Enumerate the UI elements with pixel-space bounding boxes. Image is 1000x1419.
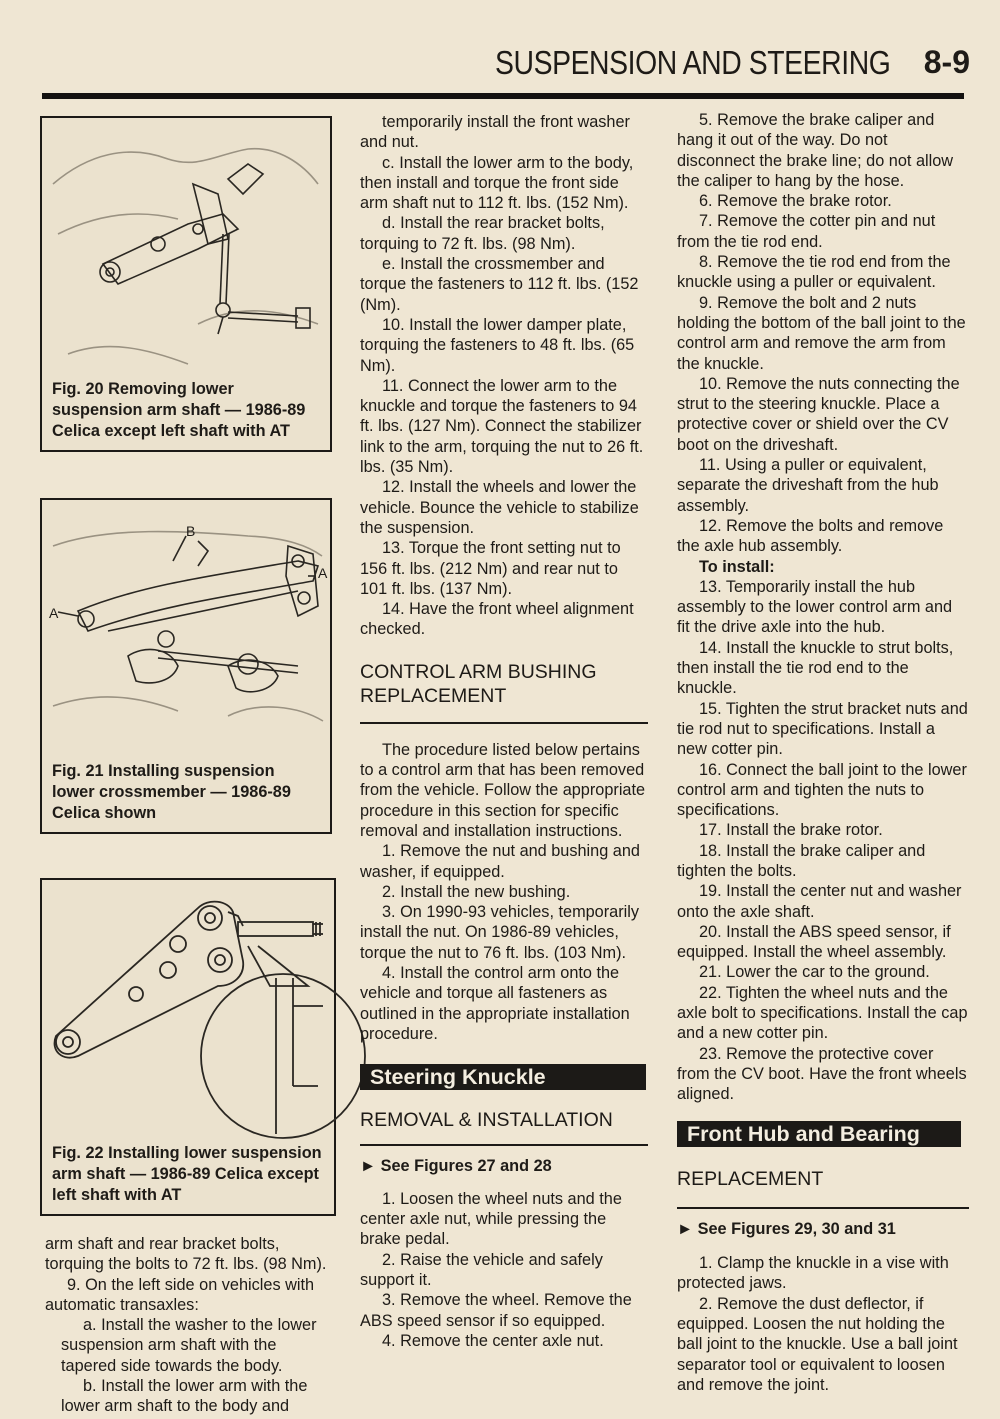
paragraph: 1. Loosen the wheel nuts and the center axle nut, while pressing the brake pedal.	[360, 1189, 622, 1249]
paragraph: 7. Remove the cotter pin and nut from the tie rod end.	[677, 212, 936, 251]
replacement-heading: REPLACEMENT	[677, 1167, 824, 1190]
paragraph: 14. Install the knuckle to strut bolts, then install the tie rod end to the knuckle.	[677, 638, 954, 698]
front-hub-bearing-bar: Front Hub and Bearing	[677, 1121, 961, 1147]
removal-installation-heading: REMOVAL & INSTALLATION	[360, 1109, 613, 1132]
paragraph: 20. Install the ABS speed sensor, if equipped. Install the wheel assembly.	[677, 922, 951, 962]
paragraph: 1. Remove the nut and bushing and washer, if equipped.	[360, 842, 640, 881]
paragraph: temporarily install the front washer and nut.	[360, 113, 630, 152]
figure-20-illustration	[48, 124, 324, 382]
paragraph: 3. On 1990-93 vehicles, temporarily install the nut. On 1986-89 vehicles, torque the nut to 76 ft. lbs. (103 Nm).	[360, 903, 640, 962]
paragraph: 5. Remove the brake caliper and hang it out of the way. Do not disconnect the brake line; do not allow the caliper to hang by the hose.	[677, 111, 954, 190]
figure-21-label-a-left: A	[49, 605, 59, 621]
paragraph: 2. Raise the vehicle and safely support it.	[360, 1250, 603, 1289]
paragraph: 12. Remove the bolts and remove the axle hub assembly.	[677, 516, 944, 556]
paragraph: 11. Using a puller or equivalent, separate the driveshaft from the hub assembly.	[677, 456, 939, 515]
paragraph: 14. Have the front wheel alignment checked.	[360, 600, 634, 639]
paragraph: The procedure listed below pertains to a control arm that has been removed from the vehicle. Follow the appropriate procedure in this section for specific removal and installation instructions.	[360, 740, 646, 840]
paragraph: 18. Install the brake caliper and tighten the bolts.	[677, 841, 926, 880]
figure-20-caption: Fig. 20 Removing lower suspension arm shaft — 1986-89 Celica except left shaft with AT	[52, 380, 306, 440]
paragraph: 15. Tighten the strut bracket nuts and tie rod nut to specifications. Install a new cotter pin.	[677, 699, 968, 759]
section-title: SUSPENSION AND STEERING	[495, 44, 891, 81]
see-figures-27-28: ► See Figures 27 and 28	[360, 1157, 552, 1176]
paragraph: 2. Install the new bushing.	[382, 882, 571, 901]
paragraph: 10. Remove the nuts connecting the strut to the steering knuckle. Place a protective cover or shield over the CV boot on the driveshaft.	[677, 374, 960, 454]
paragraph: b. Install the lower arm with the lower arm shaft to the body and	[61, 1377, 308, 1416]
paragraph: 3. Remove the wheel. Remove the ABS speed sensor if so equipped.	[360, 1291, 632, 1330]
figure-21	[40, 498, 332, 834]
paragraph: c. Install the lower arm to the body, then install and torque the front side arm shaft nut to 112 ft. lbs. (152 Nm).	[360, 153, 634, 213]
paragraph: 17. Install the brake rotor.	[699, 821, 883, 840]
paragraph: 19. Install the center nut and washer onto the axle shaft.	[677, 882, 962, 921]
figure-20	[40, 116, 332, 452]
column-3-text	[677, 110, 969, 1395]
figure-21-caption: Fig. 21 Installing suspension lower crossmember — 1986-89 Celica shown	[52, 762, 291, 822]
paragraph: 13. Temporarily install the hub assembly to the lower control arm and fit the drive axle into the hub.	[677, 577, 953, 637]
paragraph: 4. Remove the center axle nut.	[382, 1331, 604, 1350]
figure-22-caption: Fig. 22 Installing lower suspension arm shaft — 1986-89 Celica except left shaft with AT	[52, 1144, 322, 1204]
figure-21-illustration	[48, 506, 328, 756]
page-number: 8-9	[923, 44, 970, 80]
paragraph: 11. Connect the lower arm to the knuckle and torque the fasteners to 94 ft. lbs. (127 Nm). Connect the stabilizer link to the arm, torquing the nut to 26 ft. lbs. (35 Nm).	[360, 376, 644, 477]
paragraph: 8. Remove the tie rod end from the knuckle using a puller or equivalent.	[677, 253, 951, 292]
column-1-text	[45, 1234, 335, 1417]
paragraph: 6. Remove the brake rotor.	[699, 192, 892, 211]
paragraph: 9. Remove the bolt and 2 nuts holding the bottom of the ball joint to the control arm and remove the arm from the knuckle.	[677, 293, 966, 373]
paragraph: arm shaft and rear bracket bolts, torquing the bolts to 72 ft. lbs. (98 Nm).	[45, 1235, 327, 1274]
paragraph: 21. Lower the car to the ground.	[699, 963, 930, 982]
control-arm-bushing-heading: CONTROL ARM BUSHING REPLACEMENT	[360, 660, 597, 707]
paragraph: 23. Remove the protective cover from the CV boot. Have the front wheels aligned.	[677, 1044, 967, 1104]
paragraph: 1. Clamp the knuckle in a vise with protected jaws.	[677, 1254, 949, 1293]
paragraph: 2. Remove the dust deflector, if equipped. Loosen the nut holding the ball joint to the knuckle. Use a ball joint separator tool or equivalent to loosen and remove the joint.	[677, 1294, 958, 1394]
paragraph: 9. On the left side on vehicles with automatic transaxles:	[45, 1275, 315, 1314]
figure-pointer-icon: ►	[677, 1219, 698, 1238]
paragraph: 12. Install the wheels and lower the vehicle. Bounce the vehicle to stabilize the suspension.	[360, 478, 639, 537]
paragraph: e. Install the crossmember and torque the fasteners to 112 ft. lbs. (152 (Nm).	[360, 255, 639, 314]
figure-22-illustration	[48, 886, 328, 1142]
paragraph: 16. Connect the ball joint to the lower control arm and tighten the nuts to specifications.	[677, 760, 967, 820]
header-rule	[42, 93, 964, 99]
see-figures-29-31: ► See Figures 29, 30 and 31	[677, 1219, 896, 1238]
paragraph: a. Install the washer to the lower suspension arm shaft with the tapered side towards the body.	[61, 1316, 317, 1375]
figure-pointer-icon: ►	[360, 1157, 381, 1176]
to-install-label: To install:	[699, 557, 775, 576]
column-2-text	[360, 112, 648, 1351]
paragraph: d. Install the rear bracket bolts, torquing to 72 ft. lbs. (98 Nm).	[360, 214, 605, 253]
paragraph: 4. Install the control arm onto the vehicle and torque all fasteners as outlined in the appropriate installation procedure.	[360, 963, 630, 1043]
paragraph: 13. Torque the front setting nut to 156 ft. lbs. (212 Nm) and rear nut to 101 ft. lbs. (137 Nm).	[360, 539, 621, 598]
paragraph: 10. Install the lower damper plate, torquing the fasteners to 48 ft. lbs. (65 Nm).	[360, 315, 635, 375]
steering-knuckle-bar: Steering Knuckle	[360, 1064, 646, 1090]
figure-21-label-a-right: A	[318, 565, 328, 581]
paragraph: 22. Tighten the wheel nuts and the axle bolt to specifications. Install the cap and a new cotter pin.	[677, 983, 968, 1043]
page-header	[495, 44, 970, 84]
figure-21-label-b: B	[186, 523, 196, 539]
figure-22	[40, 878, 336, 1216]
